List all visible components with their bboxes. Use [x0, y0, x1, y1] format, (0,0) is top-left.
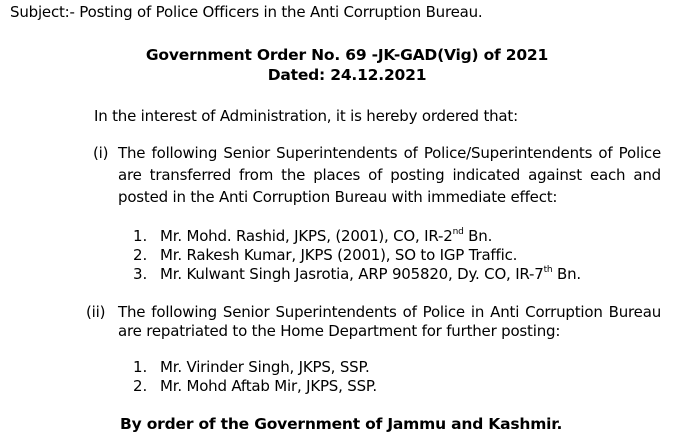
section-2-line-1: The following Senior Superintendents of Police in Anti Corruption Bureau — [118, 303, 661, 321]
ordinal-suffix: nd — [452, 227, 464, 237]
order-date: Dated: 24.12.2021 — [267, 66, 427, 84]
subject-line: Subject:- Posting of Police Officers in the Anti Corruption Bureau. — [10, 3, 483, 21]
intro-paragraph: In the interest of Administration, it is hereby ordered that: — [94, 107, 518, 125]
list-item — [160, 264, 581, 284]
list-item-number: 1. — [133, 227, 148, 245]
list-item-tail: Bn. — [463, 227, 493, 245]
section-1-marker: (i) — [93, 144, 109, 162]
section-1-line-1: The following Senior Superintendents of Police/Superintendents of Police — [118, 144, 661, 162]
order-title: Government Order No. 69 -JK-GAD(Vig) of 2021 — [145, 46, 549, 64]
list-item — [160, 226, 492, 246]
section-2-line-2: are repatriated to the Home Department for further posting: — [118, 322, 561, 340]
section-1-line-2: are transferred from the places of posting indicated against each and — [118, 166, 661, 184]
list-item: Mr. Mohd Aftab Mir, JKPS, SSP. — [160, 377, 377, 395]
list-item-text: Mr. Kulwant Singh Jasrotia, ARP 905820, Dy. CO, IR-7 — [160, 265, 544, 283]
list-item-number: 1. — [133, 358, 148, 376]
list-item-tail: Bn. — [552, 265, 581, 283]
list-item-number: 3. — [133, 265, 148, 283]
list-item: Mr. Rakesh Kumar, JKPS (2001), SO to IGP Traffic. — [160, 246, 518, 264]
list-item-number: 2. — [133, 377, 148, 395]
section-2-marker: (ii) — [86, 303, 106, 321]
closing-line: By order of the Government of Jammu and Kashmir. — [120, 415, 563, 433]
list-item-number: 2. — [133, 246, 148, 264]
list-item: Mr. Virinder Singh, JKPS, SSP. — [160, 358, 370, 376]
ordinal-suffix: th — [543, 265, 553, 275]
section-1-line-3: posted in the Anti Corruption Bureau with immediate effect: — [118, 188, 558, 206]
list-item-text: Mr. Mohd. Rashid, JKPS, (2001), CO, IR-2 — [160, 227, 453, 245]
